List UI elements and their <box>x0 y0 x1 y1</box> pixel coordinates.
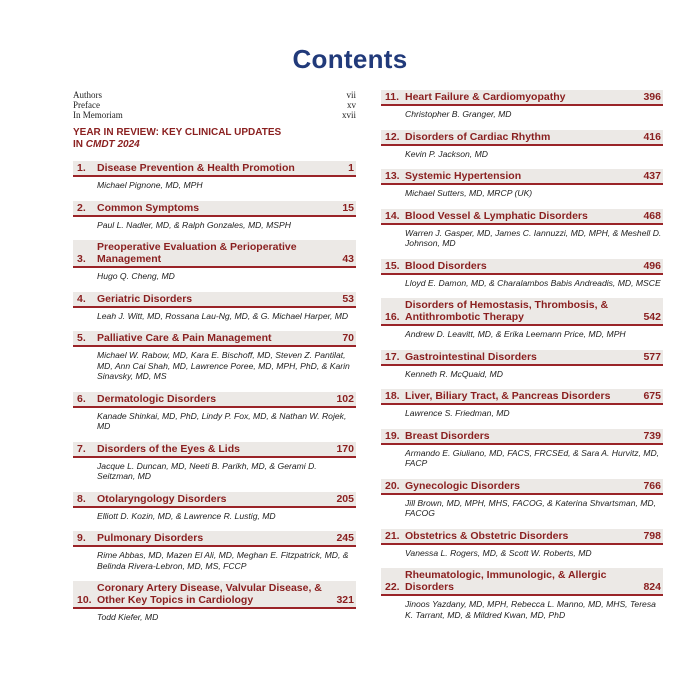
front-matter-label: Authors <box>73 90 102 100</box>
chapter-authors: Armando E. Giuliano, MD, FACS, FRCSEd, & Sara A. Hurvitz, MD, FACP <box>405 447 660 468</box>
chapter-entry[interactable] <box>381 350 663 380</box>
chapter-entry[interactable] <box>381 130 663 160</box>
chapter-authors: Lloyd E. Damon, MD, & Charalambos Babis Andreadis, MD, MSCE <box>405 277 661 288</box>
chapter-entry[interactable] <box>73 442 356 482</box>
chapter-authors: Kenneth R. McQuaid, MD <box>405 368 503 379</box>
chapter-title: Disease Prevention & Health Promotion <box>97 162 295 174</box>
chapter-heading[interactable] <box>381 169 663 185</box>
chapter-page: 53 <box>342 292 354 305</box>
chapter-authors: Michael Pignone, MD, MPH <box>97 180 203 190</box>
chapter-number: 16. <box>385 311 400 323</box>
chapter-title: Blood Vessel & Lymphatic Disorders <box>405 209 588 222</box>
chapter-page: 102 <box>336 392 354 405</box>
chapter-heading[interactable] <box>73 201 356 217</box>
chapter-title: Dermatologic Disorders <box>97 392 217 405</box>
chapter-number: 7. <box>77 442 86 455</box>
chapter-number: 8. <box>77 492 86 505</box>
chapter-page: 542 <box>643 311 661 323</box>
chapter-entry[interactable] <box>73 240 356 282</box>
chapter-heading[interactable] <box>73 531 356 547</box>
right-column <box>381 90 663 620</box>
chapter-heading[interactable] <box>73 292 356 308</box>
year-in-review-line1: YEAR IN REVIEW: KEY CLINICAL UPDATES <box>73 127 282 138</box>
chapter-page: 468 <box>643 209 661 222</box>
chapter-number: 10. <box>77 594 92 606</box>
front-matter-page: vii <box>346 90 356 100</box>
chapter-title: Disorders of Hemostasis, Thrombosis, & Antithrombotic Therapy <box>405 299 609 323</box>
chapter-entry[interactable] <box>381 209 663 249</box>
chapter-entry[interactable] <box>381 169 663 199</box>
chapter-page: 739 <box>643 429 661 442</box>
chapter-heading[interactable] <box>73 240 356 268</box>
chapter-number: 11. <box>385 91 400 103</box>
chapter-heading[interactable] <box>381 568 663 596</box>
year-in-review-heading[interactable] <box>73 127 356 151</box>
chapter-page: 824 <box>643 581 661 593</box>
chapter-entry[interactable] <box>381 568 663 620</box>
chapter-page: 766 <box>643 479 661 492</box>
chapter-number: 5. <box>77 332 86 344</box>
year-in-review-prefix: IN <box>73 139 86 150</box>
chapter-authors: Vanessa L. Rogers, MD, & Scott W. Roberts, MD <box>405 547 592 558</box>
chapter-page: 577 <box>643 350 661 363</box>
chapter-heading[interactable] <box>381 130 663 146</box>
chapter-title: Coronary Artery Disease, Valvular Disease, & Other Key Topics in Cardiology <box>97 582 322 606</box>
chapter-title: Preoperative Evaluation & Perioperative Management <box>97 241 297 265</box>
front-matter-page: xvii <box>341 110 356 120</box>
chapter-title: Palliative Care & Pain Management <box>97 332 272 344</box>
chapter-number: 22. <box>385 581 400 593</box>
chapter-page: 675 <box>643 390 661 402</box>
chapter-heading[interactable] <box>73 581 356 609</box>
chapter-authors: Jinoos Yazdany, MD, MPH, Rebecca L. Manno, MD, MHS, Teresa K. Tarrant, MD, & Mildred Kwan, MD, PhD <box>405 599 656 620</box>
chapter-entry[interactable] <box>381 389 663 419</box>
chapter-authors: Todd Kiefer, MD <box>97 612 159 622</box>
chapter-number: 1. <box>77 162 86 174</box>
chapter-authors: Christopher B. Granger, MD <box>405 109 512 119</box>
chapter-entry[interactable] <box>73 201 356 231</box>
chapter-heading[interactable] <box>381 298 663 326</box>
chapter-number: 19. <box>385 429 400 442</box>
chapter-page: 205 <box>336 492 354 505</box>
chapter-number: 13. <box>385 170 400 182</box>
chapter-title: Blood Disorders <box>405 259 487 272</box>
chapter-number: 9. <box>77 532 86 544</box>
chapter-number: 4. <box>77 292 86 305</box>
chapter-title: Disorders of Cardiac Rhythm <box>405 130 551 143</box>
chapter-entry[interactable] <box>73 292 356 322</box>
right-chapter-list <box>381 90 663 620</box>
chapter-number: 3. <box>77 253 86 265</box>
chapter-page: 798 <box>643 529 661 542</box>
front-matter-page: xv <box>347 100 356 110</box>
chapter-number: 17. <box>385 350 400 363</box>
chapter-heading[interactable] <box>73 161 356 177</box>
chapter-heading[interactable] <box>381 209 663 225</box>
front-matter-label: Preface <box>73 100 100 110</box>
chapter-entry[interactable] <box>381 90 663 120</box>
chapter-number: 20. <box>385 479 400 492</box>
chapter-heading[interactable] <box>73 331 356 347</box>
chapter-number: 15. <box>385 259 400 272</box>
chapter-authors: Hugo Q. Cheng, MD <box>97 271 175 281</box>
chapter-page: 170 <box>336 442 354 455</box>
chapter-entry[interactable] <box>381 529 663 559</box>
chapter-entry[interactable] <box>73 331 356 382</box>
chapter-authors: Michael Sutters, MD, MRCP (UK) <box>405 188 533 198</box>
chapter-authors: Lawrence S. Friedman, MD <box>405 408 510 418</box>
chapter-page: 396 <box>643 91 661 103</box>
chapter-number: 18. <box>385 390 400 402</box>
left-chapter-list <box>73 161 356 623</box>
chapter-authors: Andrew D. Leavitt, MD, & Erika Leemann Price, MD, MPH <box>405 329 626 339</box>
chapter-title: Systemic Hypertension <box>405 170 522 182</box>
chapter-title: Disorders of the Eyes & Lids <box>97 442 240 455</box>
chapter-title: Common Symptoms <box>97 201 200 214</box>
chapter-authors: Kevin P. Jackson, MD <box>405 148 488 159</box>
chapter-number: 14. <box>385 209 400 222</box>
front-matter-item[interactable] <box>73 90 356 100</box>
chapter-heading[interactable] <box>381 259 663 275</box>
chapter-entry[interactable] <box>381 259 663 289</box>
chapter-heading[interactable] <box>381 479 663 495</box>
chapter-entry[interactable] <box>381 298 663 340</box>
chapter-heading[interactable] <box>381 529 663 545</box>
chapter-entry[interactable] <box>381 479 663 519</box>
chapter-authors: Kanade Shinkai, MD, PhD, Lindy P. Fox, MD, & Nathan W. Rojek, MD <box>97 410 347 431</box>
page-title: Contents <box>292 44 408 74</box>
chapter-heading[interactable] <box>73 392 356 408</box>
chapter-number: 12. <box>385 130 400 143</box>
chapter-authors: Jacque L. Duncan, MD, Neeti B. Parikh, MD, & Gerami D. Seitzman, MD <box>97 460 317 481</box>
chapter-authors: Leah J. Witt, MD, Rossana Lau-Ng, MD, & G. Michael Harper, MD <box>97 310 349 321</box>
chapter-page: 321 <box>336 594 354 606</box>
chapter-authors: Michael W. Rabow, MD, Kara E. Bischoff, MD, Steven Z. Pantilat, MD, Ann Cai Shah, MD, Lawrence Poree, MD, MPH, PhD, & Karin Sinavsky, MD, MS <box>97 350 350 381</box>
chapter-heading[interactable] <box>381 429 663 445</box>
chapter-page: 15 <box>342 201 354 214</box>
year-in-review-edition: CMDT 2024 <box>85 139 140 150</box>
left-column <box>73 90 356 623</box>
chapter-page: 43 <box>342 253 354 265</box>
chapter-heading[interactable] <box>73 442 356 458</box>
chapter-title: Pulmonary Disorders <box>97 532 204 544</box>
chapter-heading[interactable] <box>381 350 663 366</box>
front-matter-label: In Memoriam <box>73 110 123 120</box>
chapter-heading[interactable] <box>381 389 663 405</box>
chapter-page: 245 <box>336 532 354 544</box>
chapter-page: 416 <box>643 130 661 143</box>
chapter-title: Rheumatologic, Immunologic, & Allergic Disorders <box>405 569 607 593</box>
chapter-title: Heart Failure & Cardiomyopathy <box>405 91 566 103</box>
chapter-number: 2. <box>77 201 86 214</box>
chapter-title: Gynecologic Disorders <box>405 479 520 492</box>
chapter-entry[interactable] <box>73 531 356 571</box>
chapter-entry[interactable] <box>73 392 356 432</box>
chapter-page: 1 <box>348 162 354 174</box>
chapter-heading[interactable] <box>73 492 356 508</box>
chapter-authors: Jill Brown, MD, MPH, MHS, FACOG, & Katerina Shvartsman, MD, FACOG <box>405 497 657 518</box>
chapter-page: 437 <box>643 170 661 182</box>
chapter-title: Otolaryngology Disorders <box>97 492 227 505</box>
chapter-title: Liver, Biliary Tract, & Pancreas Disorders <box>405 390 611 402</box>
chapter-authors: Elliott D. Kozin, MD, & Lawrence R. Lustig, MD <box>97 510 276 521</box>
chapter-entry[interactable] <box>73 161 356 191</box>
chapter-title: Obstetrics & Obstetric Disorders <box>405 529 569 542</box>
front-matter-item[interactable] <box>73 100 356 110</box>
chapter-page: 70 <box>342 332 354 344</box>
chapter-page: 496 <box>643 259 661 272</box>
chapter-entry[interactable] <box>381 429 663 469</box>
front-matter <box>73 90 356 122</box>
year-in-review-line2 <box>73 139 356 151</box>
chapter-title: Geriatric Disorders <box>97 292 193 305</box>
chapter-number: 21. <box>385 529 400 542</box>
chapter-entry[interactable] <box>73 581 356 623</box>
chapter-entry[interactable] <box>73 492 356 522</box>
chapter-authors: Warren J. Gasper, MD, James C. Iannuzzi, MD, MPH, & Meshell D. Johnson, MD <box>405 227 662 248</box>
chapter-authors: Rime Abbas, MD, Mazen El Ali, MD, Meghan E. Fitzpatrick, MD, & Belinda Rivera-Lebron, MD, MS, FCCP <box>97 550 349 571</box>
front-matter-item[interactable] <box>73 110 356 120</box>
chapter-title: Gastrointestinal Disorders <box>405 350 537 363</box>
chapter-title: Breast Disorders <box>405 429 490 442</box>
chapter-number: 6. <box>77 392 86 405</box>
chapter-authors: Paul L. Nadler, MD, & Ralph Gonzales, MD, MSPH <box>97 219 291 230</box>
chapter-heading[interactable] <box>381 90 663 106</box>
